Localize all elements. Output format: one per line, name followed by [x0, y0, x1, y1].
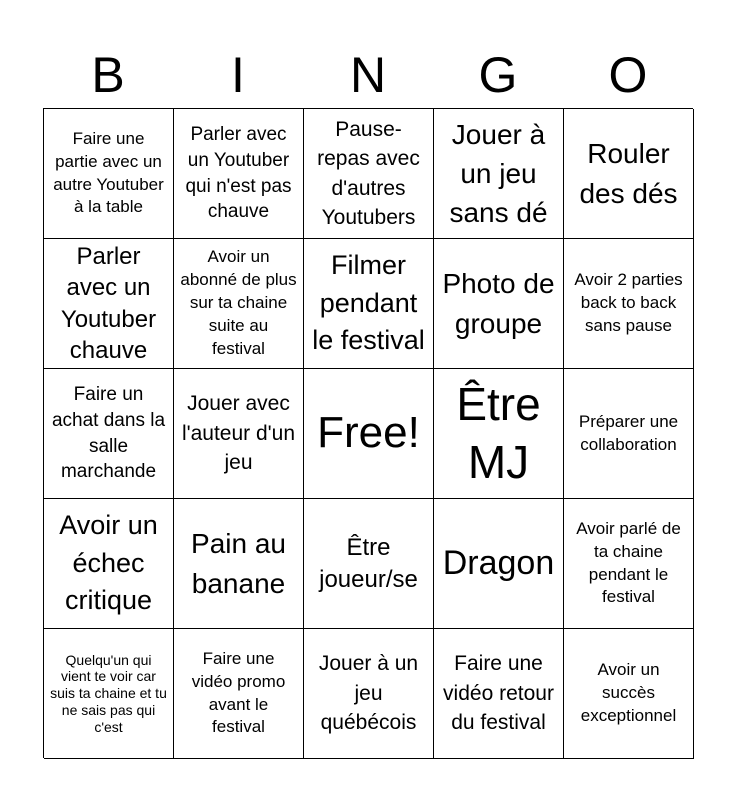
cell-text: Avoir un abonné de plus sur ta chaine suite au festival — [180, 247, 297, 358]
bingo-cell-r1-c1[interactable] — [44, 109, 174, 239]
cell-text: Avoir un succès exceptionnel — [580, 660, 677, 725]
bingo-cell-r4-c3[interactable] — [304, 499, 434, 629]
cell-text: Avoir un échec critique — [59, 509, 158, 616]
bingo-cell-r4-c5[interactable] — [564, 499, 694, 629]
bingo-cell-r2-c2[interactable] — [174, 239, 304, 369]
bingo-cell-r5-c5[interactable] — [564, 629, 694, 759]
cell-text: Faire une vidéo retour du festival — [443, 652, 554, 735]
header-letter-i: I — [231, 47, 245, 103]
bingo-cell-r1-c4[interactable] — [434, 109, 564, 239]
cell-text: Filmer pendant le festival — [312, 249, 425, 356]
header-letter-n: N — [349, 47, 387, 103]
bingo-cell-r3-c5[interactable] — [564, 369, 694, 499]
cell-text: Parler avec un Youtuber chauve — [60, 243, 157, 364]
bingo-cell-r2-c5[interactable] — [564, 239, 694, 369]
bingo-cell-r5-c3[interactable] — [304, 629, 434, 759]
cell-text: Faire une partie avec un autre Youtuber à la table — [53, 128, 164, 217]
bingo-cell-r4-c1[interactable] — [44, 499, 174, 629]
cell-text: Quelqu'un qui vient te voir car suis ta chaine et tu ne sais pas qui c'est — [50, 651, 167, 735]
cell-text: Photo de groupe — [442, 268, 555, 339]
bingo-cell-r4-c2[interactable] — [174, 499, 304, 629]
cell-text: Faire une vidéo promo avant le festival — [191, 648, 286, 737]
cell-text: Parler avec un Youtuber qui n'est pas chauve — [185, 124, 292, 223]
header-letter-o: O — [608, 47, 648, 103]
bingo-cell-r1-c2[interactable] — [174, 109, 304, 239]
cell-text: Être MJ — [456, 378, 541, 488]
cell-text: Préparer une collaboration — [578, 411, 679, 454]
bingo-cell-r2-c3[interactable] — [304, 239, 434, 369]
bingo-cell-r1-c5[interactable] — [564, 109, 694, 239]
bingo-cell-r2-c4[interactable] — [434, 239, 564, 369]
bingo-cell-r1-c3[interactable] — [304, 109, 434, 239]
bingo-header — [43, 44, 693, 106]
header-letter-b: B — [91, 47, 125, 103]
bingo-cell-r5-c2[interactable] — [174, 629, 304, 759]
cell-text: Faire un achat dans la salle marchande — [51, 384, 166, 483]
cell-text: Pain au banane — [191, 528, 286, 599]
cell-text: Jouer avec l'auteur d'un jeu — [181, 392, 296, 475]
cell-text: Être joueur/se — [319, 534, 418, 593]
bingo-cell-r3-c4[interactable] — [434, 369, 564, 499]
cell-text: Pause-repas avec d'autres Youtubers — [317, 117, 420, 229]
bingo-cell-free[interactable] — [304, 369, 434, 499]
bingo-cell-r5-c4[interactable] — [434, 629, 564, 759]
bingo-cell-r2-c1[interactable] — [44, 239, 174, 369]
cell-text: Avoir parlé de ta chaine pendant le festival — [576, 518, 681, 607]
bingo-cell-r3-c1[interactable] — [44, 369, 174, 499]
header-letter-g: G — [478, 47, 518, 103]
cell-text: Avoir 2 parties back to back sans pause — [574, 270, 683, 335]
cell-text: Rouler des dés — [579, 138, 678, 209]
cell-text: Free! — [317, 408, 420, 458]
bingo-cell-r3-c2[interactable] — [174, 369, 304, 499]
bingo-card-grid — [43, 108, 693, 758]
cell-text: Dragon — [442, 544, 555, 583]
cell-text: Jouer à un jeu québécois — [318, 652, 419, 735]
cell-text: Jouer à un jeu sans dé — [449, 118, 548, 229]
bingo-cell-r5-c1[interactable] — [44, 629, 174, 759]
bingo-cell-r4-c4[interactable] — [434, 499, 564, 629]
